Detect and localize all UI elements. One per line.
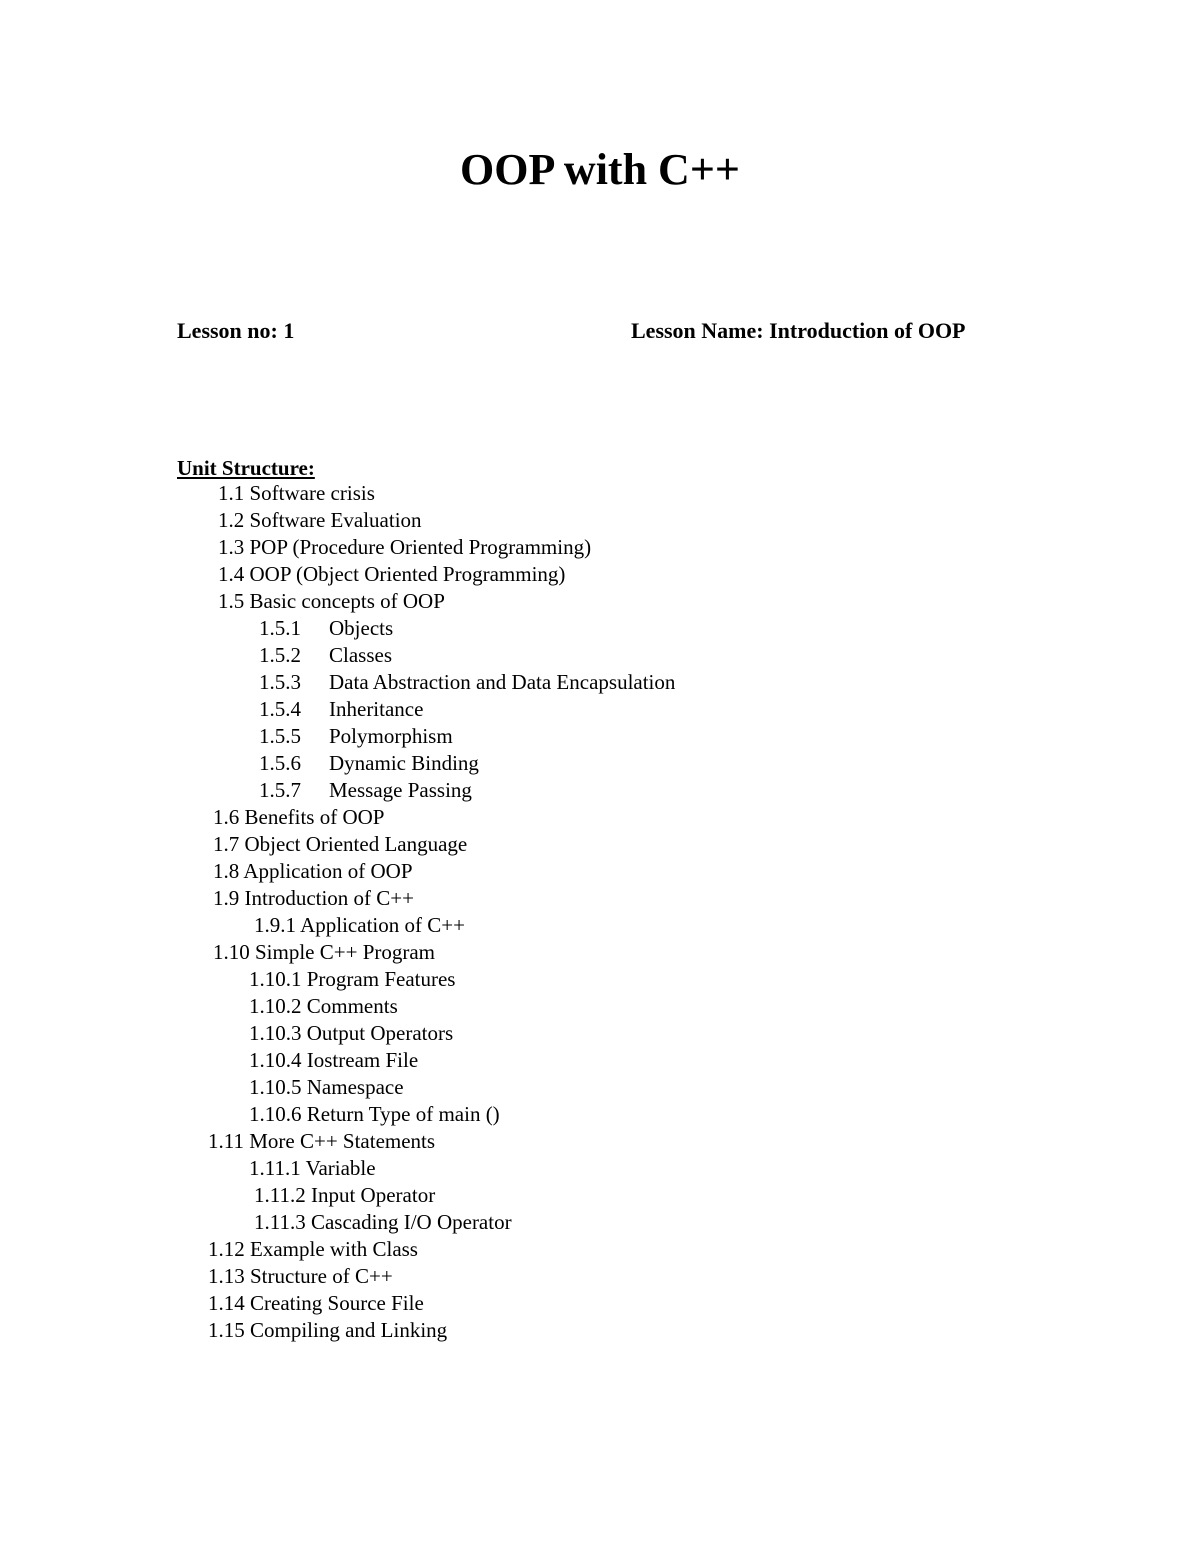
toc-item-number: 1.5.3 bbox=[259, 670, 301, 694]
toc-item-number: 1.13 bbox=[208, 1264, 245, 1288]
toc-item bbox=[208, 1263, 393, 1290]
toc-item-text: Message Passing bbox=[329, 778, 472, 802]
toc-item-text: Structure of C++ bbox=[250, 1264, 393, 1288]
toc-item-text: Application of OOP bbox=[243, 859, 413, 883]
toc-subitem bbox=[259, 696, 423, 723]
toc-item-text: Object Oriented Language bbox=[244, 832, 468, 856]
toc-item-number: 1.10.6 bbox=[249, 1102, 302, 1126]
toc-subitem bbox=[249, 966, 455, 993]
toc-item-text: Compiling and Linking bbox=[250, 1318, 448, 1342]
toc-item bbox=[218, 480, 375, 507]
document-title: OOP with C++ bbox=[460, 145, 740, 194]
toc-item-number: 1.11.3 bbox=[254, 1210, 306, 1234]
toc-item-number: 1.5.4 bbox=[259, 697, 301, 721]
toc-item-number: 1.2 bbox=[218, 508, 245, 532]
toc-item-text: Dynamic Binding bbox=[329, 751, 479, 775]
toc-item bbox=[208, 1128, 435, 1155]
toc-item-text: Variable bbox=[305, 1156, 376, 1180]
toc-subitem bbox=[259, 669, 675, 696]
toc-subitem bbox=[249, 1047, 418, 1074]
toc-subitem bbox=[259, 723, 453, 750]
toc-item bbox=[208, 1317, 447, 1344]
toc-item-text: OOP (Object Oriented Programming) bbox=[249, 562, 566, 586]
toc-subitem bbox=[259, 642, 392, 669]
lesson-number: Lesson no: 1 bbox=[177, 318, 295, 343]
toc-item-number: 1.10.1 bbox=[249, 967, 302, 991]
toc-item-text: Output Operators bbox=[306, 1021, 454, 1045]
toc-subitem bbox=[259, 777, 472, 804]
toc-item-number: 1.3 bbox=[218, 535, 245, 559]
toc-item-text: Polymorphism bbox=[329, 724, 453, 748]
toc-item-number: 1.8 bbox=[213, 859, 240, 883]
toc-item bbox=[218, 561, 565, 588]
toc-item-number: 1.5.7 bbox=[259, 778, 301, 802]
toc-item-number: 1.5.2 bbox=[259, 643, 301, 667]
toc-item-text: Introduction of C++ bbox=[244, 886, 414, 910]
toc-item-text: Benefits of OOP bbox=[244, 805, 385, 829]
toc-item-text: Namespace bbox=[306, 1075, 404, 1099]
toc-item-number: 1.11 bbox=[208, 1129, 244, 1153]
toc-subitem bbox=[254, 912, 465, 939]
toc-item-text: Classes bbox=[329, 643, 392, 667]
toc-item-number: 1.6 bbox=[213, 805, 240, 829]
toc-item-number: 1.10.3 bbox=[249, 1021, 302, 1045]
toc-item-number: 1.5.6 bbox=[259, 751, 301, 775]
toc-item-text: Comments bbox=[306, 994, 398, 1018]
toc-item-number: 1.10.2 bbox=[249, 994, 302, 1018]
toc-item-text: Iostream File bbox=[306, 1048, 419, 1072]
toc-item-number: 1.9 bbox=[213, 886, 240, 910]
toc-subitem bbox=[249, 1101, 500, 1128]
toc-subitem bbox=[254, 1209, 512, 1236]
toc-item bbox=[213, 939, 435, 966]
toc-item-number: 1.9.1 bbox=[254, 913, 296, 937]
toc-item bbox=[213, 804, 385, 831]
toc-item bbox=[218, 507, 422, 534]
toc-subitem bbox=[249, 1074, 404, 1101]
toc-item-number: 1.5.5 bbox=[259, 724, 301, 748]
toc-subitem bbox=[259, 615, 393, 642]
toc-item bbox=[213, 858, 413, 885]
toc-item-text: Software crisis bbox=[249, 481, 375, 505]
toc-item-number: 1.5 bbox=[218, 589, 245, 613]
toc-item-text: Application of C++ bbox=[300, 913, 465, 937]
toc-subitem bbox=[249, 993, 398, 1020]
toc-item-text: Simple C++ Program bbox=[255, 940, 436, 964]
lesson-name: Lesson Name: Introduction of OOP bbox=[631, 318, 966, 343]
toc-subitem bbox=[249, 1155, 376, 1182]
toc-subitem bbox=[259, 750, 479, 777]
toc-subitem bbox=[254, 1182, 435, 1209]
toc-item-text: Cascading I/O Operator bbox=[310, 1210, 512, 1234]
toc-subitem bbox=[249, 1020, 453, 1047]
toc-item-number: 1.5.1 bbox=[259, 616, 301, 640]
toc-item-number: 1.4 bbox=[218, 562, 245, 586]
toc-item-number: 1.12 bbox=[208, 1237, 245, 1261]
toc-item-number: 1.10.5 bbox=[249, 1075, 302, 1099]
toc-item-number: 1.7 bbox=[213, 832, 240, 856]
toc-item bbox=[218, 588, 445, 615]
toc-item-number: 1.14 bbox=[208, 1291, 245, 1315]
toc-item-text: POP (Procedure Oriented Programming) bbox=[249, 535, 592, 559]
toc-item bbox=[208, 1290, 424, 1317]
toc-item-text: Return Type of main () bbox=[306, 1102, 500, 1126]
toc-item-number: 1.11.2 bbox=[254, 1183, 306, 1207]
toc-item-text: More C++ Statements bbox=[249, 1129, 436, 1153]
toc-item-text: Example with Class bbox=[250, 1237, 418, 1261]
toc-item-number: 1.10 bbox=[213, 940, 250, 964]
toc-item-text: Creating Source File bbox=[250, 1291, 424, 1315]
toc-item-text: Program Features bbox=[306, 967, 456, 991]
toc-item-text: Inheritance bbox=[329, 697, 424, 721]
toc-item-text: Data Abstraction and Data Encapsulation bbox=[329, 670, 676, 694]
toc-item-text: Input Operator bbox=[310, 1183, 436, 1207]
toc-item bbox=[208, 1236, 418, 1263]
toc-item-text: Objects bbox=[329, 616, 394, 640]
toc-item-number: 1.11.1 bbox=[249, 1156, 301, 1180]
toc-item-text: Basic concepts of OOP bbox=[249, 589, 445, 613]
toc-item bbox=[213, 885, 414, 912]
toc-item-number: 1.15 bbox=[208, 1318, 245, 1342]
unit-structure-heading: Unit Structure: bbox=[177, 456, 315, 480]
toc-item bbox=[218, 534, 591, 561]
toc-item-number: 1.1 bbox=[218, 481, 245, 505]
toc-item-text: Software Evaluation bbox=[249, 508, 422, 532]
toc-item bbox=[213, 831, 467, 858]
toc-item-number: 1.10.4 bbox=[249, 1048, 302, 1072]
